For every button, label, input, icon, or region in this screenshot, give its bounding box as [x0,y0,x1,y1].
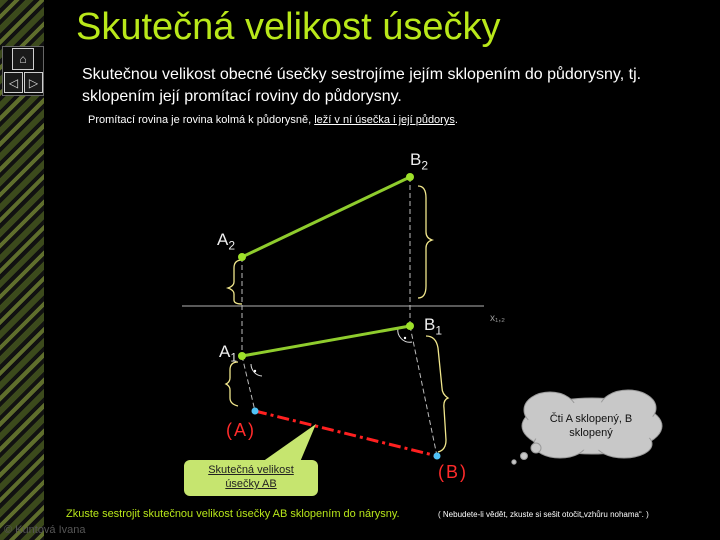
right-angle-arc-a [251,364,262,376]
brace-a-rot [226,362,238,406]
point-a-rot [252,408,259,415]
note-underlined: leží v ní úsečka i její půdorys [314,114,455,126]
label-b1-sub: 1 [435,323,443,338]
segment-a1b1 [242,326,410,356]
right-angle-dot-a [254,370,256,372]
copyright: © Kuntová Ivana [4,524,86,536]
callout-pointer [262,424,316,462]
task-text: Zkuste sestrojit skutečnou velikost úsečky AB sklopením do nárysny. [66,508,400,520]
brace-b-rot [426,336,448,452]
hint-text: ( Nebudete-li vědět, zkuste si sešit otočit„vzhůru nohama“. ) [438,510,649,519]
point-b1 [406,322,414,330]
callout-line2: úsečky AB [225,478,277,490]
next-icon: ▷ [28,75,39,90]
home-icon: ⌂ [19,52,27,66]
cloud-text: Čti A sklopený, B sklopený [549,413,633,439]
point-a2 [238,253,246,261]
point-b2 [406,173,414,181]
label-a1 [219,342,237,364]
label-b1 [424,315,442,337]
segment-a2b2 [242,177,410,257]
callout-line1: Skutečná velikost [208,464,294,476]
point-b-rot [434,453,441,460]
note-end: . [454,114,458,126]
perp-line-b [410,326,437,456]
perp-line-a [242,356,255,411]
right-angle-arc-b [398,328,412,342]
label-a-rot: (A) [226,420,256,440]
page-title: Skutečná velikost úsečky [76,6,501,48]
true-length-callout [184,460,318,496]
prev-icon: ◁ [8,75,19,90]
note-main: Promítací rovina je rovina kolmá k půdorysně, [88,114,315,126]
label-b2-main: B [410,150,422,169]
label-a2-sub: 2 [228,238,236,253]
label-b1-main: B [424,315,436,334]
label-a2-main: A [217,230,229,249]
label-a1-sub: 1 [230,350,238,365]
label-b2 [410,150,428,172]
label-b-rot: (B) [438,462,468,482]
axis-label: x₁,₂ [490,313,506,324]
label-a2 [217,230,235,252]
label-a1-main: A [219,342,231,361]
label-b2-sub: 2 [421,158,429,173]
brace-b [418,186,432,298]
right-angle-dot-b [404,337,406,339]
brace-a [228,260,242,304]
intro-text: Skutečnou velikost obecné úsečky sestrojíme jejím sklopením do půdorysny, tj. sklopením její promítací roviny do půdorysny. [82,66,642,105]
point-a1 [238,352,246,360]
